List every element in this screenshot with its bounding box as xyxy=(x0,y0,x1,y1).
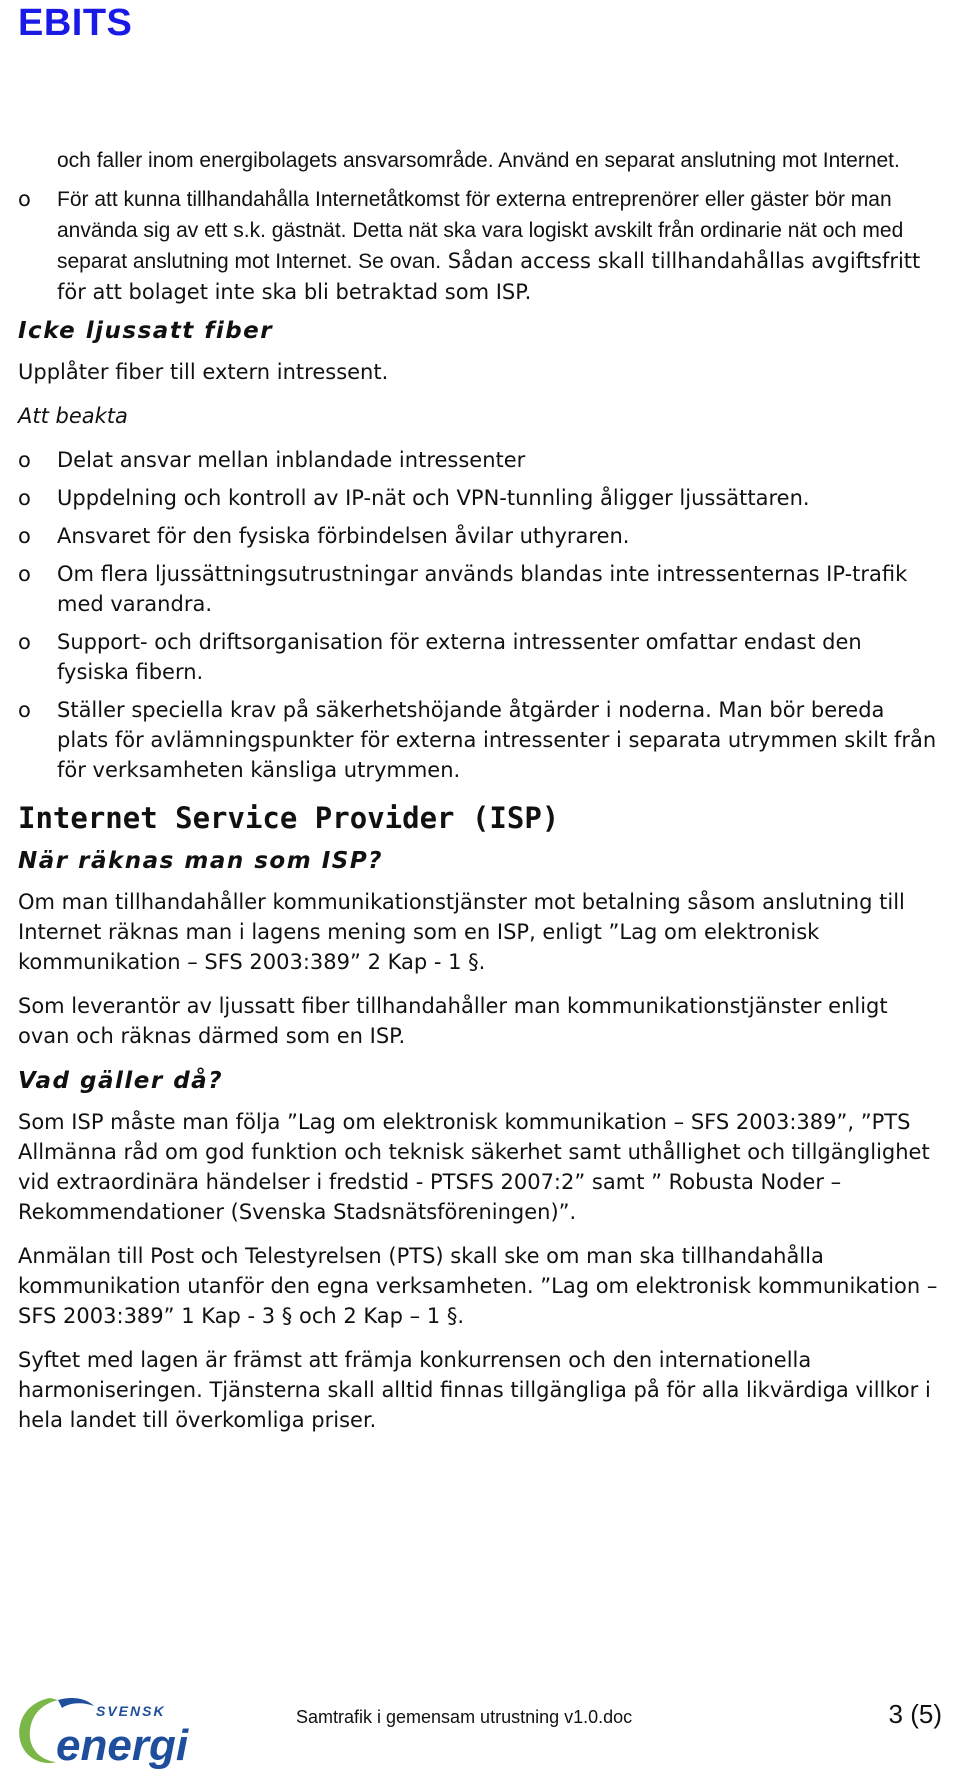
bullet-text: Ansvaret för den fysiska förbindelsen åvilar uthyraren. xyxy=(57,524,630,548)
logo-top-text: SVENSK xyxy=(96,1703,166,1719)
list-item xyxy=(18,521,938,551)
bullet-text: Uppdelning och kontroll av IP-nät och VPN-tunnling åligger ljussättaren. xyxy=(57,486,810,510)
list-item xyxy=(18,559,938,619)
paragraph: Om man tillhandahåller kommunikationstjänster mot betalning såsom anslutning till Internet räknas man i lagens mening som en ISP, enligt ”Lag om elektronisk kommunikation – SFS 2003:389” 2 Kap - 1 §. xyxy=(18,890,905,974)
list-item xyxy=(18,627,938,687)
svensk-energi-logo xyxy=(10,1680,220,1772)
paragraph: Som leverantör av ljussatt fiber tillhandahåller man kommunikationstjänster enligt ovan och räknas därmed som en ISP. xyxy=(18,994,888,1048)
bullet-marker: o xyxy=(18,486,31,510)
intro-text: Upplåter fiber till extern intressent. xyxy=(18,360,389,384)
section-heading-unlit-fiber: Icke ljussatt fiber xyxy=(18,318,274,344)
list-item xyxy=(18,483,938,513)
continuation-text: och faller inom energibolagets ansvarsområde. Använd en separat anslutning mot Internet. xyxy=(57,149,900,172)
subheading-what-applies: Vad gäller då? xyxy=(18,1068,224,1094)
bullet-text-part1: För att kunna tillhandahålla Internetåtkomst för externa entreprenörer eller gäster bör man använda sig av ett s.k. gästnät. Detta nät ska vara logiskt avskilt från ordinarie nät och med separat anslutning mot Internet. Se ovan. xyxy=(57,188,904,273)
footer-filename: Samtrafik i gemensam utrustning v1.0.doc xyxy=(296,1707,633,1727)
bullet-text: Ställer speciella krav på säkerhetshöjande åtgärder i noderna. Man bör bereda plats för avlämningspunkter för externa intressenter i separata utrymmen skilt från för verksamheten känsliga utrymmen. xyxy=(57,698,937,782)
paragraph: Syftet med lagen är främst att främja konkurrensen och den internationella harmoniseringen. Tjänsterna skall alltid finnas tillgängliga på för alla likvärdiga villkor i hela landet till överkomliga priser. xyxy=(18,1348,931,1432)
list-item xyxy=(18,184,938,307)
bullet-marker: o xyxy=(18,698,31,722)
paragraph: Anmälan till Post och Telestyrelsen (PTS) skall ske om man ska tillhandahålla kommunikation utanför den egna verksamheten. ”Lag om elektronisk kommunikation – SFS 2003:389” 1 Kap - 3 § och 2 Kap – 1 §. xyxy=(18,1244,938,1328)
section-heading-isp: Internet Service Provider (ISP) xyxy=(18,801,560,835)
bullet-marker: o xyxy=(18,630,31,654)
bullet-text: Om flera ljussättningsutrustningar används blandas inte intressenternas IP-trafik med varandra. xyxy=(57,562,908,616)
bullet-marker: o xyxy=(18,524,31,548)
subheading-when-isp: När räknas man som ISP? xyxy=(18,848,384,874)
bullet-text: Support- och driftsorganisation för externa intressenter omfattar endast den fysiska fibern. xyxy=(57,630,862,684)
bullet-text: Delat ansvar mellan inblandade intressenter xyxy=(57,448,526,472)
footer-page-number: 3 (5) xyxy=(888,1699,942,1729)
list-item xyxy=(18,445,938,475)
bullet-text-part2: Sådan access skall tillhandahållas avgiftsfritt för att bolaget inte ska bli betraktad som ISP. xyxy=(57,249,921,304)
bullet-marker: o xyxy=(18,448,31,472)
bullet-marker: o xyxy=(18,187,31,211)
document-body xyxy=(18,146,938,1449)
bullet-marker: o xyxy=(18,562,31,586)
list-item xyxy=(18,695,938,785)
paragraph: Som ISP måste man följa ”Lag om elektronisk kommunikation – SFS 2003:389”, ”PTS Allmänna råd om god funktion och teknisk säkerhet samt uthållighet och tillgänglighet vid extraordinära händelser i fredstid - PTSFS 2007:2” samt ” Robusta Noder – Rekommendationer (Svenska Stadsnätsföreningen)”. xyxy=(18,1110,930,1224)
consider-label: Att beakta xyxy=(18,404,128,428)
brand-logo-text: EBITS xyxy=(18,2,133,44)
logo-bottom-text: energi xyxy=(56,1721,189,1770)
